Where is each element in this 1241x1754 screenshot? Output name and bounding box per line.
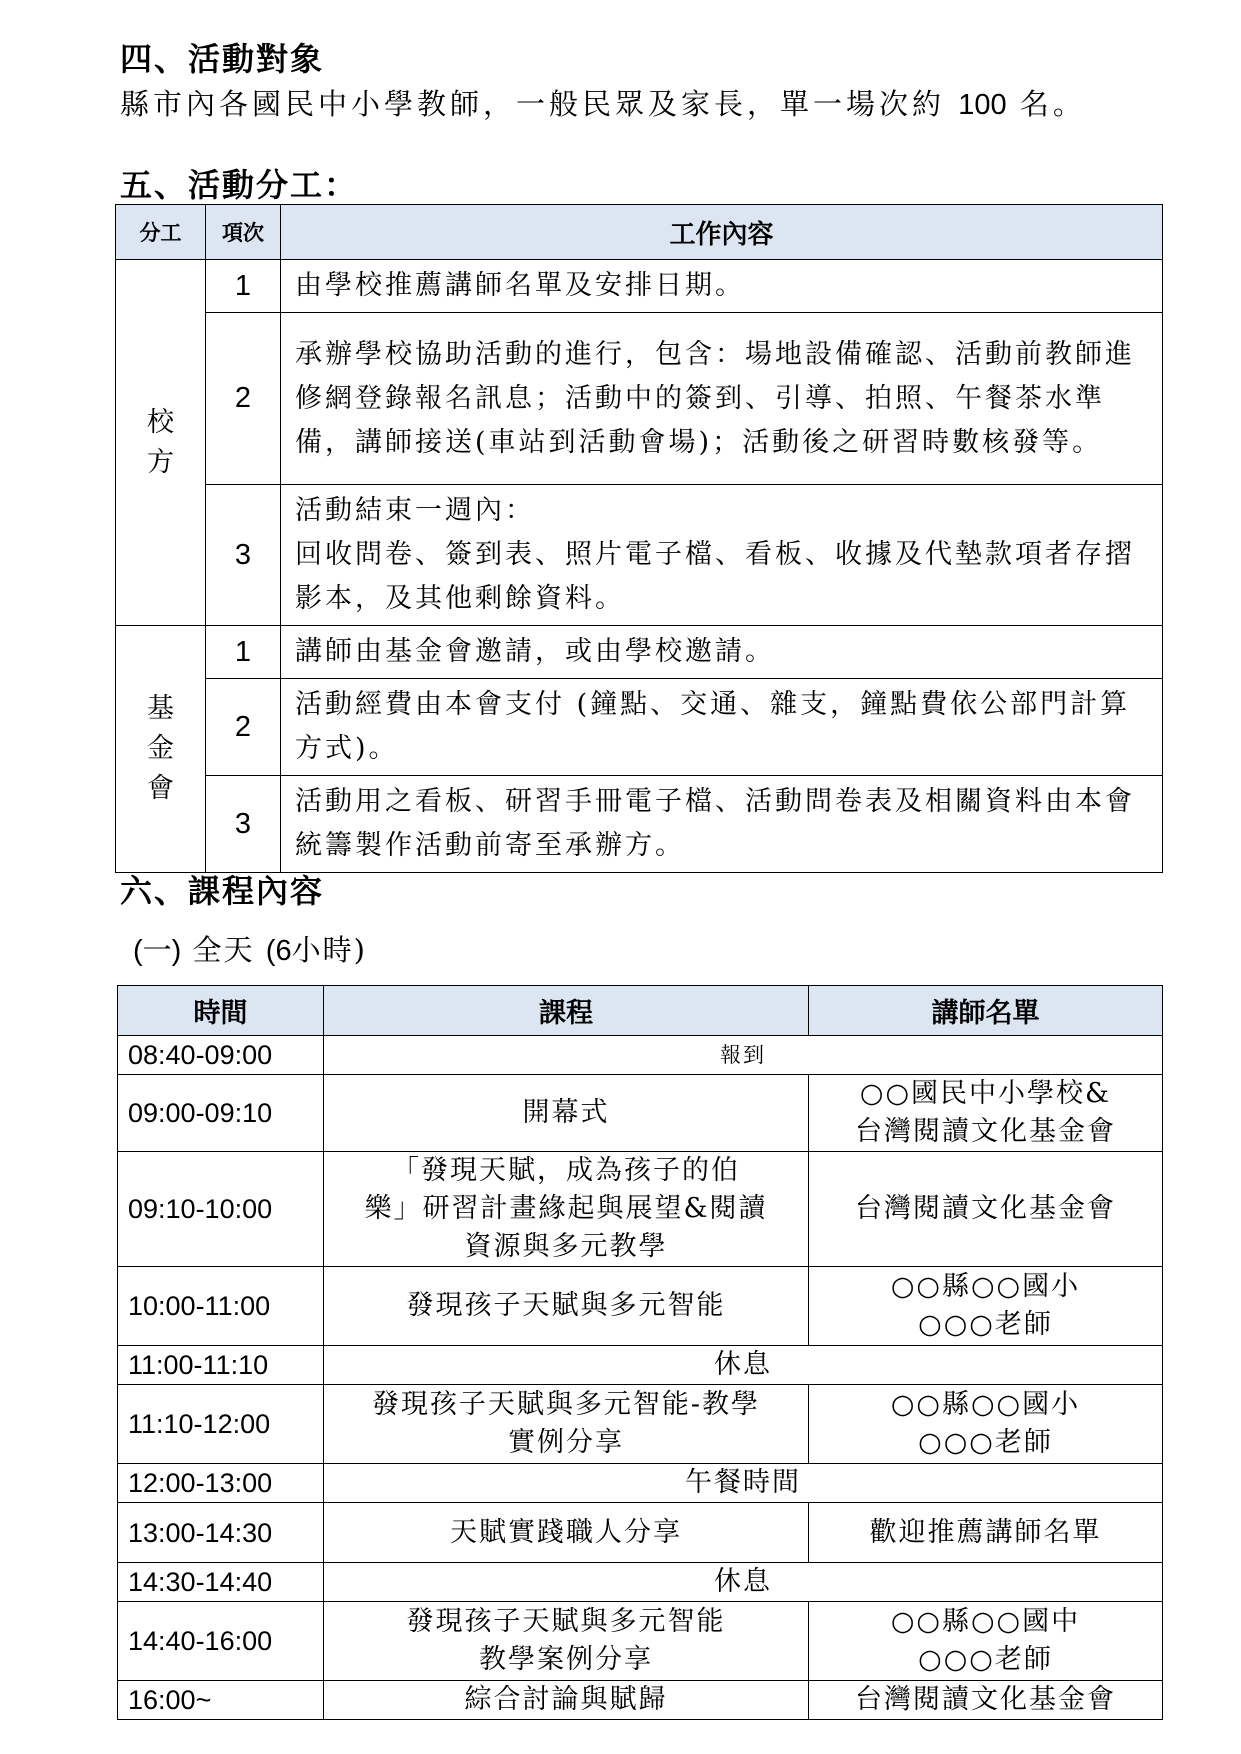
division-group-char: 校 — [147, 406, 174, 438]
section4-heading: 四、活動對象 — [120, 40, 325, 78]
division-item-number: 2 — [206, 679, 281, 776]
schedule-lecturer: ○○縣○○國小 ○○○老師 — [809, 1267, 1163, 1346]
division-group-label — [116, 260, 206, 626]
audience-count: 100 — [958, 89, 1007, 121]
schedule-table-header — [118, 986, 1163, 1036]
header-course: 課程 — [324, 986, 809, 1036]
schedule-row — [118, 1681, 1163, 1720]
schedule-time: 11:10-12:00 — [118, 1385, 324, 1464]
schedule-time: 14:40-16:00 — [118, 1602, 324, 1681]
division-item-number: 3 — [206, 776, 281, 873]
sub-paren: (一) — [133, 935, 182, 967]
schedule-lecturer: 台灣閱讀文化基金會 — [809, 1681, 1163, 1720]
division-item-number: 1 — [206, 626, 281, 679]
audience-text: 縣市內各國民中小學教師，一般民眾及家長，單一場次約 — [120, 87, 946, 121]
schedule-row — [118, 1036, 1163, 1075]
division-item-description: 承辦學校協助活動的進行，包含：場地設備確認、活動前教師進修網登錄報名訊息；活動中的簽到、引導、拍照、午餐茶水準備，講師接送(車站到活動會場)；活動後之研習時數核發等。 — [281, 313, 1163, 485]
section6-heading: 六、課程內容 — [120, 872, 325, 910]
division-group-char: 方 — [147, 446, 174, 478]
schedule-row — [118, 1385, 1163, 1464]
division-table-header — [116, 205, 1163, 260]
schedule-row — [118, 1503, 1163, 1563]
division-item-description: 活動經費由本會支付 (鐘點、交通、雜支，鐘點費依公部門計算方式)。 — [281, 679, 1163, 776]
schedule-time: 11:00-11:10 — [118, 1346, 324, 1385]
section5-heading: 五、活動分工： — [120, 166, 359, 204]
schedule-row — [118, 1267, 1163, 1346]
header-time: 時間 — [118, 986, 324, 1036]
division-row — [116, 313, 1163, 485]
division-item-number: 3 — [206, 485, 281, 626]
division-group-char: 會 — [147, 773, 174, 804]
schedule-course: 休息 — [324, 1563, 1163, 1602]
division-row — [116, 260, 1163, 313]
division-item-description: 講師由基金會邀請，或由學校邀請。 — [281, 626, 1163, 679]
schedule-course: 報到 — [324, 1036, 1163, 1075]
header-item: 項次 — [206, 205, 281, 260]
header-lecturer: 講師名單 — [809, 986, 1163, 1036]
schedule-course: 發現孩子天賦與多元智能 教學案例分享 — [324, 1602, 809, 1681]
schedule-course: 開幕式 — [324, 1075, 809, 1152]
schedule-course: 發現孩子天賦與多元智能-教學 實例分享 — [324, 1385, 809, 1464]
division-group-label — [116, 626, 206, 873]
schedule-time: 09:10-10:00 — [118, 1152, 324, 1267]
schedule-lecturer: ○○縣○○國小 ○○○老師 — [809, 1385, 1163, 1464]
header-division: 分工 — [116, 205, 206, 260]
schedule-table — [117, 985, 1163, 1720]
sub-unit: 小時) — [291, 933, 367, 967]
section6-subheading — [133, 928, 367, 969]
schedule-time: 08:40-09:00 — [118, 1036, 324, 1075]
division-table — [115, 204, 1163, 873]
division-item-number: 2 — [206, 313, 281, 485]
division-item-description: 活動結束一週內： 回收問卷、簽到表、照片電子檔、看板、收據及代墊款項者存摺影本，及其他剩餘資料。 — [281, 485, 1163, 626]
schedule-time: 13:00-14:30 — [118, 1503, 324, 1563]
division-row — [116, 776, 1163, 873]
schedule-row — [118, 1464, 1163, 1503]
schedule-course: 午餐時間 — [324, 1464, 1163, 1503]
division-item-number: 1 — [206, 260, 281, 313]
schedule-course: 綜合討論與賦歸 — [324, 1681, 809, 1720]
schedule-time: 16:00~ — [118, 1681, 324, 1720]
sub-label: 全天 — [192, 933, 255, 967]
division-row — [116, 485, 1163, 626]
schedule-course: 「發現天賦，成為孩子的伯 樂」研習計畫緣起與展望&閱讀 資源與多元教學 — [324, 1152, 809, 1267]
division-group-char: 基 — [147, 693, 174, 724]
schedule-lecturer: ○○縣○○國中 ○○○老師 — [809, 1602, 1163, 1681]
division-row — [116, 679, 1163, 776]
schedule-lecturer: 歡迎推薦講師名單 — [809, 1503, 1163, 1563]
division-row — [116, 626, 1163, 679]
schedule-time: 12:00-13:00 — [118, 1464, 324, 1503]
schedule-course: 休息 — [324, 1346, 1163, 1385]
division-group-char: 金 — [147, 733, 174, 764]
schedule-time: 09:00-09:10 — [118, 1075, 324, 1152]
sub-open: (6 — [265, 935, 292, 967]
schedule-time: 14:30-14:40 — [118, 1563, 324, 1602]
division-item-description: 由學校推薦講師名單及安排日期。 — [281, 260, 1163, 313]
schedule-time: 10:00-11:00 — [118, 1267, 324, 1346]
audience-suffix: 名。 — [1019, 87, 1086, 121]
schedule-row — [118, 1602, 1163, 1681]
schedule-course: 天賦實踐職人分享 — [324, 1503, 809, 1563]
schedule-lecturer: ○○國民中小學校& 台灣閱讀文化基金會 — [809, 1075, 1163, 1152]
schedule-row — [118, 1346, 1163, 1385]
header-content: 工作內容 — [281, 205, 1163, 260]
schedule-row — [118, 1075, 1163, 1152]
schedule-lecturer: 台灣閱讀文化基金會 — [809, 1152, 1163, 1267]
section4-text — [120, 82, 1086, 123]
schedule-row — [118, 1563, 1163, 1602]
division-item-description: 活動用之看板、研習手冊電子檔、活動問卷表及相關資料由本會統籌製作活動前寄至承辦方。 — [281, 776, 1163, 873]
schedule-course: 發現孩子天賦與多元智能 — [324, 1267, 809, 1346]
schedule-row — [118, 1152, 1163, 1267]
